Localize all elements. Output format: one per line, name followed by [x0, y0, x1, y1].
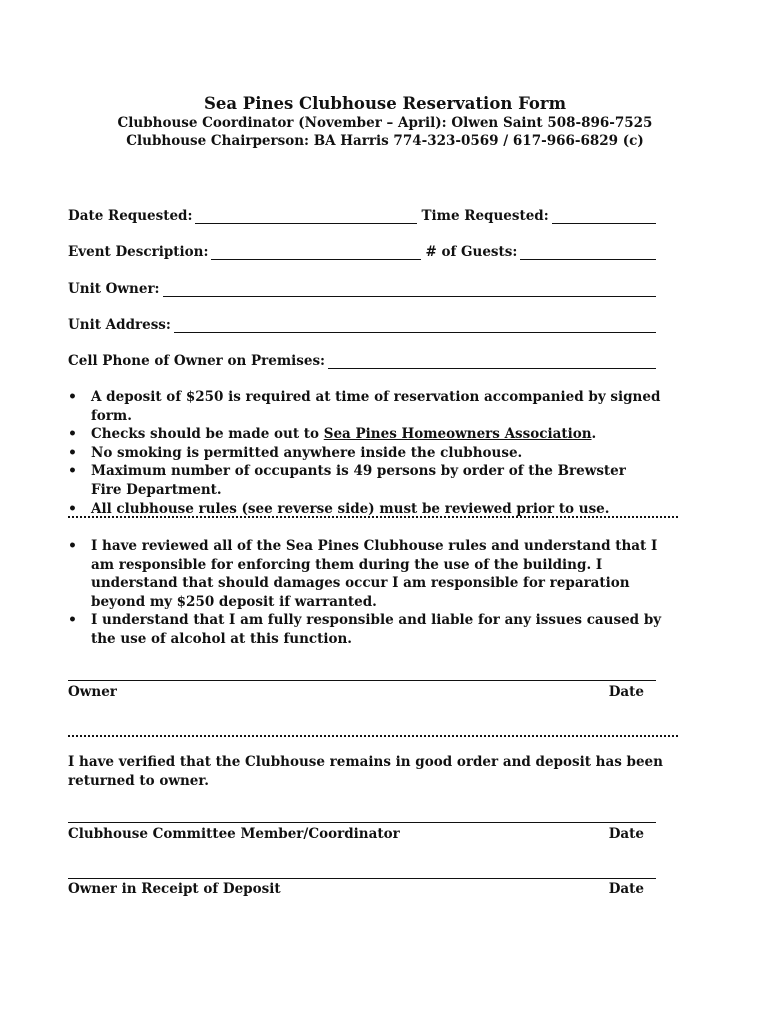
list-item: [68, 425, 688, 444]
time-requested-label: Time Requested:: [421, 208, 549, 224]
coordinator-contact: Clubhouse Coordinator (November – April): Olwen Saint 508-896-7525: [117, 115, 653, 131]
agreement-list: [68, 537, 688, 649]
unit-address-label: Unit Address:: [68, 317, 171, 333]
receipt-signature-label: Owner in Receipt of Deposit: [68, 881, 281, 897]
committee-signature-line[interactable]: [68, 822, 656, 823]
deposit-rule: A deposit of $250 is required at time of reservation accompanied by signed form.: [91, 389, 661, 424]
verification-statement: I have verified that the Clubhouse remains in good order and deposit has been returned to owner.: [68, 754, 663, 789]
list-item: [68, 611, 688, 648]
form-title: Sea Pines Clubhouse Reservation Form: [203, 94, 567, 113]
event-description-label: Event Description:: [68, 244, 209, 260]
section-divider: [68, 516, 678, 518]
checks-rule-prefix: Checks should be made out to: [91, 426, 324, 443]
no-smoking-rule: No smoking is permitted anywhere inside the clubhouse.: [91, 444, 523, 461]
cell-phone-row: [68, 349, 656, 369]
checks-payee: Sea Pines Homeowners Association: [323, 426, 592, 443]
num-guests-field[interactable]: [520, 245, 656, 260]
cell-phone-field[interactable]: [328, 354, 656, 369]
receipt-date-label: Date: [608, 881, 644, 897]
chairperson-contact: Clubhouse Chairperson: BA Harris 774-323-0569 / 617-966-6829 (c): [126, 133, 644, 149]
list-item: [68, 462, 651, 499]
unit-address-row: [68, 313, 656, 333]
receipt-signature-line[interactable]: [68, 878, 656, 879]
owner-signature-line[interactable]: [68, 680, 656, 681]
unit-owner-row: [68, 277, 656, 297]
rules-review-rule: All clubhouse rules (see reverse side) must be reviewed prior to use.: [91, 500, 610, 517]
list-item: [68, 388, 688, 425]
time-requested-field[interactable]: [552, 209, 656, 224]
committee-signature-label: Clubhouse Committee Member/Coordinator: [68, 826, 400, 842]
section-divider: [68, 735, 678, 737]
committee-date-label: Date: [608, 826, 644, 842]
event-description-field[interactable]: [211, 245, 421, 260]
alcohol-statement: I understand that I am fully responsible and liable for any issues caused by the use of alcohol at this function.: [91, 612, 662, 647]
list-item: [68, 537, 663, 611]
owner-date-label: Date: [608, 684, 644, 700]
date-requested-field[interactable]: [195, 209, 417, 224]
responsibility-statement: I have reviewed all of the Sea Pines Clubhouse rules and understand that I am responsible for enforcing them during the use of the building. I understand that should damages occur I am responsible for reparation beyond my $250 deposit if warranted.: [91, 538, 658, 610]
owner-signature-label: Owner: [68, 684, 117, 700]
event-guests-row: [68, 240, 656, 260]
num-guests-label: # of Guests:: [425, 244, 518, 260]
date-time-row: [68, 204, 656, 224]
unit-address-field[interactable]: [174, 318, 656, 333]
date-requested-label: Date Requested:: [68, 208, 193, 224]
list-item: [68, 444, 688, 463]
rules-list: [68, 388, 688, 518]
unit-owner-field[interactable]: [163, 282, 656, 297]
unit-owner-label: Unit Owner:: [68, 281, 160, 297]
cell-phone-label: Cell Phone of Owner on Premises:: [68, 353, 326, 369]
checks-rule-suffix: .: [591, 426, 597, 443]
occupancy-rule: Maximum number of occupants is 49 persons by order of the Brewster Fire Department.: [91, 463, 626, 498]
